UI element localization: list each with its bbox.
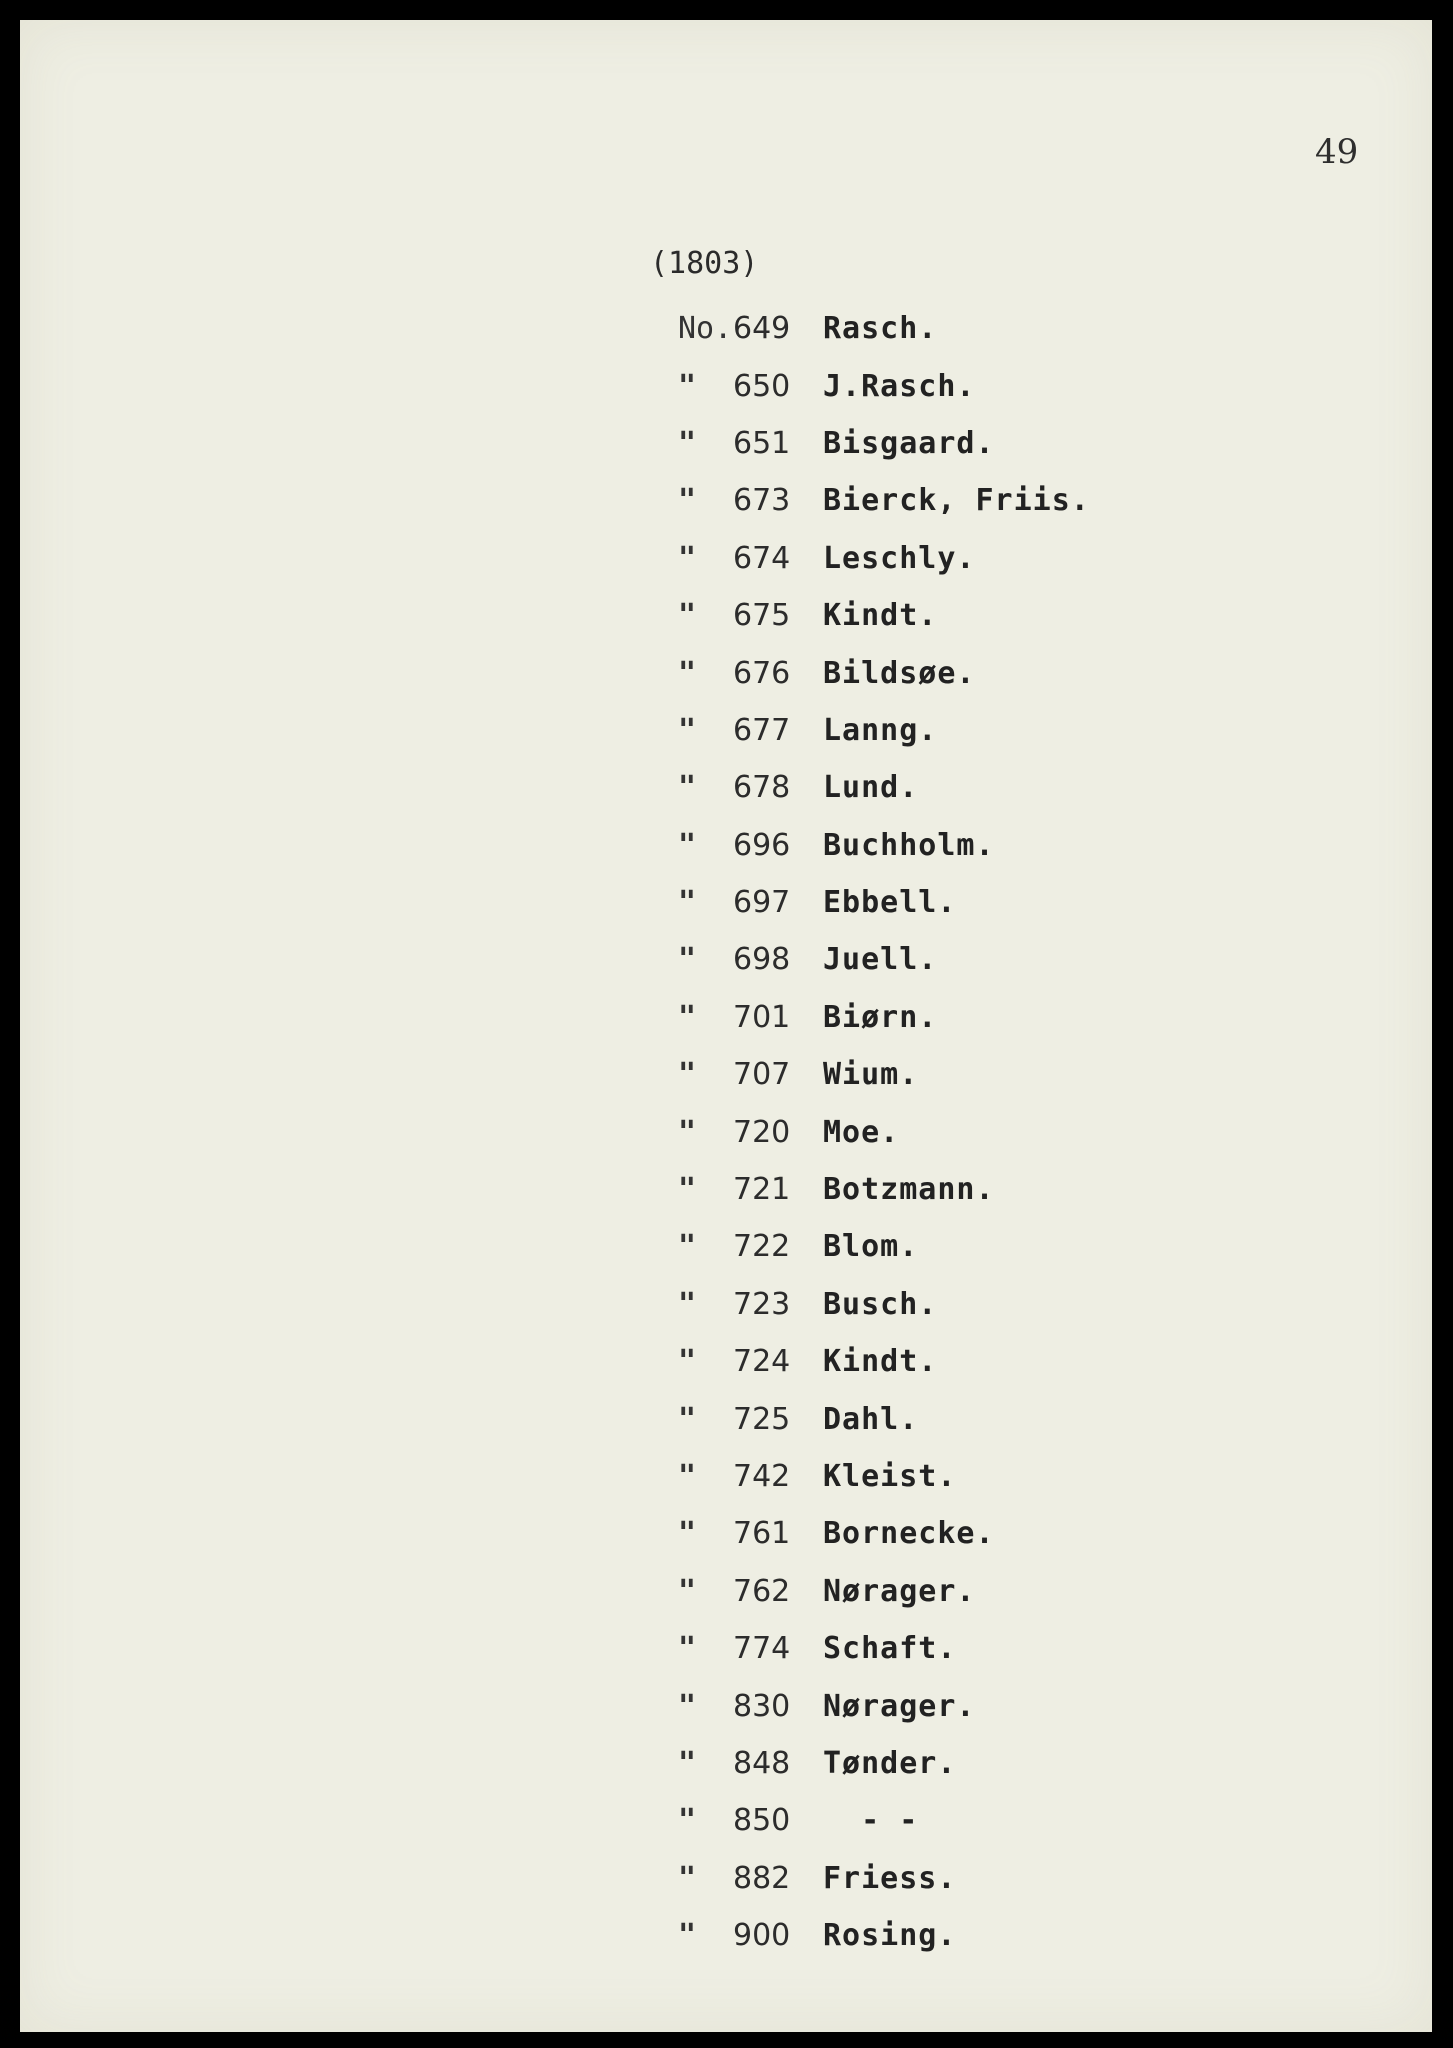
entry-prefix: " — [678, 942, 697, 978]
entry-prefix: " — [678, 1286, 697, 1322]
list-item — [678, 817, 1090, 874]
entry-prefix: " — [678, 885, 697, 921]
entry-name: Kleist. — [823, 1459, 957, 1494]
list-item — [678, 989, 1090, 1046]
entry-number: 696 — [733, 827, 791, 863]
entry-number: 882 — [733, 1860, 791, 1896]
entry-number: 830 — [733, 1688, 791, 1724]
list-item — [678, 1735, 1090, 1792]
page-number: 49 — [1315, 132, 1359, 172]
entry-name: Nørager. — [823, 1573, 976, 1609]
list-item — [678, 530, 1090, 587]
entry-prefix: No. — [678, 311, 733, 347]
entry-number: 721 — [733, 1172, 791, 1208]
entry-name: Juell. — [823, 942, 938, 978]
entry-name: Tønder. — [823, 1745, 957, 1781]
entry-number: 650 — [733, 368, 791, 404]
entry-name: Ebbell. — [823, 885, 957, 921]
entry-name: Nørager. — [823, 1688, 976, 1724]
entry-prefix: " — [678, 712, 697, 748]
entry-number: 707 — [733, 1057, 791, 1093]
entry-prefix: " — [678, 1344, 697, 1380]
list-item — [678, 1390, 1090, 1447]
entry-name: Biørn. — [823, 999, 938, 1035]
entry-name: Bildsøe. — [823, 655, 976, 691]
entry-name: Buchholm. — [823, 827, 995, 863]
entry-name: Kindt. — [823, 1344, 938, 1380]
entry-prefix: " — [678, 1172, 697, 1208]
entry-number: 761 — [733, 1516, 791, 1552]
entry-name: Kindt. — [823, 598, 938, 634]
list-item — [678, 1505, 1090, 1562]
entry-number: 701 — [733, 999, 791, 1035]
entry-prefix: " — [678, 598, 697, 634]
entry-prefix: " — [678, 1745, 697, 1781]
document-page — [20, 20, 1432, 2032]
entry-number: 850 — [733, 1803, 791, 1839]
list-item — [678, 1850, 1090, 1907]
entry-number: 677 — [733, 712, 791, 748]
entry-number: 900 — [733, 1918, 791, 1954]
entry-number: 673 — [733, 483, 791, 519]
list-item — [678, 1907, 1090, 1964]
entry-prefix: " — [678, 1688, 697, 1724]
entry-number: 675 — [733, 598, 791, 634]
list-item — [678, 587, 1090, 644]
entry-name: Busch. — [823, 1286, 938, 1322]
entry-name: Dahl. — [823, 1401, 919, 1437]
entry-number: 774 — [733, 1631, 791, 1667]
entry-name: Bierck, Friis. — [823, 483, 1090, 519]
entry-prefix: " — [678, 1803, 697, 1839]
entry-prefix: " — [678, 655, 697, 691]
list-item — [678, 1448, 1090, 1505]
list-item — [678, 357, 1090, 414]
entry-name: Friess. — [823, 1860, 957, 1896]
list-item — [678, 874, 1090, 931]
entry-name: Botzmann. — [823, 1172, 995, 1208]
entry-name: - - — [823, 1803, 919, 1839]
entry-number: 762 — [733, 1573, 791, 1609]
entry-name: Moe. — [823, 1114, 900, 1150]
list-item — [678, 1563, 1090, 1620]
entry-name: Rasch. — [823, 311, 938, 347]
list-item — [678, 702, 1090, 759]
list-item — [678, 931, 1090, 988]
entry-name: Leschly. — [823, 540, 976, 576]
entry-prefix: " — [678, 483, 697, 519]
entry-name: J.Rasch. — [823, 368, 976, 404]
list-item — [678, 1161, 1090, 1218]
entry-number: 649 — [733, 311, 791, 347]
entry-number: 848 — [733, 1745, 791, 1781]
entry-prefix: " — [678, 999, 697, 1035]
entry-name: Bornecke. — [823, 1516, 995, 1552]
entry-prefix: " — [678, 1229, 697, 1265]
list-item — [678, 1620, 1090, 1677]
entry-name: Wium. — [823, 1057, 919, 1093]
entry-number: 697 — [733, 885, 791, 921]
list-item — [678, 1046, 1090, 1103]
list-item — [678, 1103, 1090, 1160]
list-item — [678, 415, 1090, 472]
entry-list — [678, 300, 1090, 1964]
list-item — [678, 759, 1090, 816]
entry-name: Lanng. — [823, 712, 938, 748]
entry-name: Blom. — [823, 1229, 919, 1265]
entry-number: 651 — [733, 425, 791, 461]
entry-prefix: " — [678, 770, 697, 806]
entry-prefix: " — [678, 1057, 697, 1093]
entry-prefix: " — [678, 425, 697, 461]
entry-name: Bisgaard. — [823, 425, 995, 461]
entry-prefix: " — [678, 540, 697, 576]
list-item — [678, 644, 1090, 701]
entry-number: 724 — [733, 1344, 791, 1380]
entry-name: Schaft. — [823, 1631, 957, 1667]
entry-number: 698 — [733, 942, 791, 978]
entry-prefix: " — [678, 1459, 697, 1494]
entry-number: 720 — [733, 1114, 791, 1150]
entry-prefix: " — [678, 1918, 697, 1954]
entry-number: 678 — [733, 770, 791, 806]
entry-prefix: " — [678, 1114, 697, 1150]
entry-prefix: " — [678, 827, 697, 863]
entry-prefix: " — [678, 368, 697, 404]
entry-name: Lund. — [823, 770, 919, 806]
entry-number: 742 — [733, 1459, 791, 1494]
list-item — [678, 1333, 1090, 1390]
list-item — [678, 1677, 1090, 1734]
entry-prefix: " — [678, 1516, 697, 1552]
entry-number: 723 — [733, 1286, 791, 1322]
list-item — [678, 1218, 1090, 1275]
entry-number: 725 — [733, 1401, 791, 1437]
entry-prefix: " — [678, 1860, 697, 1896]
year-heading: (1803) — [650, 246, 759, 281]
entry-number: 676 — [733, 655, 791, 691]
entry-prefix: " — [678, 1573, 697, 1609]
entry-prefix: " — [678, 1401, 697, 1437]
list-item — [678, 1792, 1090, 1849]
list-item — [678, 300, 1090, 357]
entry-prefix: " — [678, 1631, 697, 1667]
list-item — [678, 472, 1090, 529]
entry-number: 674 — [733, 540, 791, 576]
list-item — [678, 1276, 1090, 1333]
entry-name: Rosing. — [823, 1918, 957, 1954]
entry-number: 722 — [733, 1229, 791, 1265]
